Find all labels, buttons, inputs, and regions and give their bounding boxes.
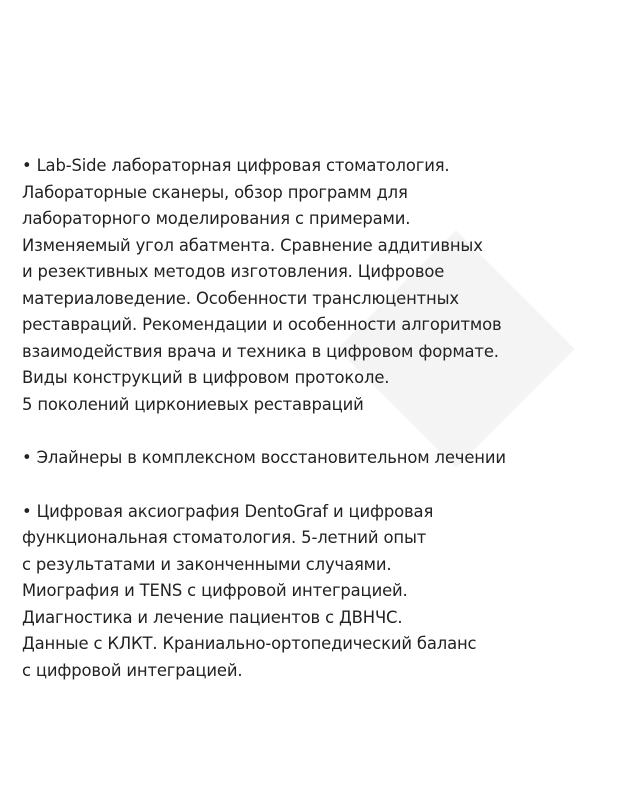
text-line: Данные с КЛКТ. Краниально-ортопедический баланс [22, 634, 477, 653]
text-line: функциональная стоматология. 5-летний опыт [22, 528, 427, 547]
section-aligners [22, 445, 622, 472]
section-spacer [22, 472, 622, 499]
text-line: Лабораторные сканеры, обзор программ для [22, 182, 408, 202]
text-line: взаимодействия врача и техника в цифровом формате. [22, 341, 499, 361]
text-line: • Lab-Side лабораторная цифровая стоматология. [22, 156, 450, 175]
text-line: реставраций. Рекомендации и особенности алгоритмов [22, 315, 502, 334]
section-lab-side [22, 153, 622, 418]
text-line: Миография и TENS с цифровой интеграцией. [22, 581, 408, 600]
section-axiography [22, 499, 622, 685]
text-line: материаловедение. Особенности транслюцентных [22, 288, 459, 308]
text-line: Изменяемый угол абатмента. Сравнение аддитивных [22, 235, 483, 255]
text-line: лабораторного моделирования с примерами. [22, 209, 411, 228]
course-topics-text [22, 153, 622, 684]
section-spacer [22, 418, 622, 445]
text-line: с результатами и законченными случаями. [22, 554, 392, 574]
text-line: Диагностика и лечение пациентов с ДВНЧС. [22, 607, 403, 627]
text-line: и резективных методов изготовления. Цифровое [22, 262, 445, 281]
text-line: 5 поколений циркониевых реставраций [22, 394, 364, 414]
text-line: с цифровой интеграцией. [22, 660, 243, 680]
text-line: • Элайнеры в комплексном восстановительном лечении [22, 448, 506, 467]
text-line: • Цифровая аксиография DentoGraf и цифровая [22, 501, 434, 521]
text-line: Виды конструкций в цифровом протоколе. [22, 368, 390, 387]
